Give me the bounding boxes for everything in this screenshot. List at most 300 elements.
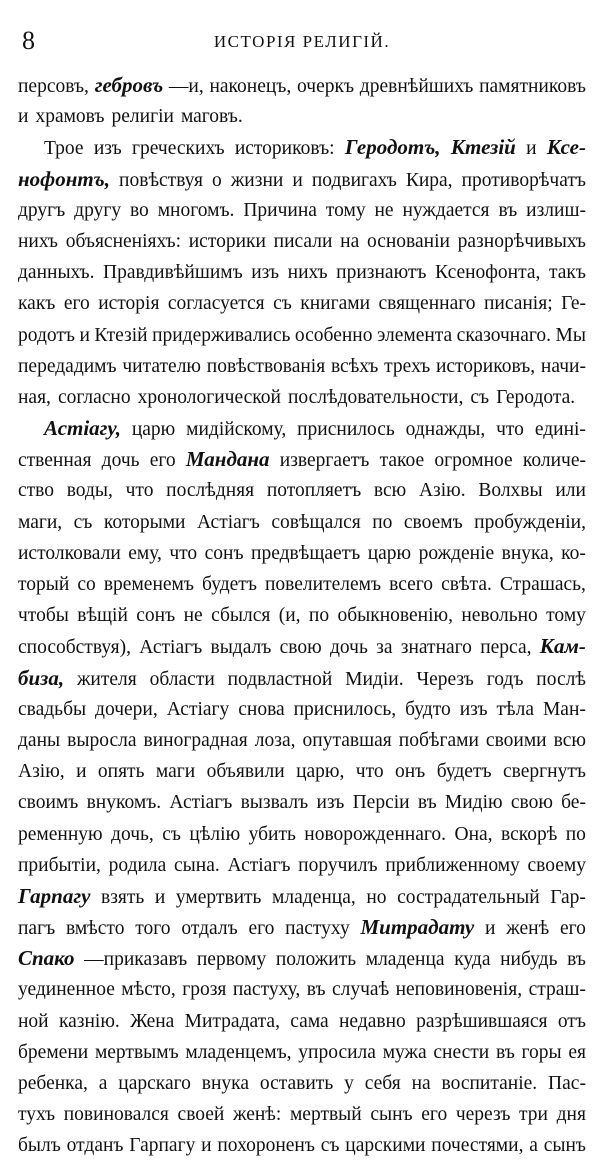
word: ная,	[18, 386, 51, 408]
word: пастуху,	[232, 979, 301, 1001]
word: не	[183, 605, 203, 627]
word: ременную	[18, 823, 103, 845]
word: торый	[18, 574, 70, 595]
word: священнаго	[378, 293, 476, 315]
word: и	[79, 324, 90, 346]
text-line	[18, 320, 586, 351]
word: которыми	[103, 511, 186, 533]
word: царскаго	[118, 1073, 191, 1094]
text-line	[18, 132, 586, 163]
word: Митрадата,	[184, 1010, 280, 1032]
word: писанія;	[483, 293, 553, 315]
word: тому	[325, 199, 366, 221]
word: страш-	[528, 979, 586, 1001]
word: будетъ	[202, 574, 257, 595]
word: царю,	[296, 761, 345, 783]
text-line	[18, 912, 586, 943]
word: младенцемъ,	[185, 1041, 292, 1063]
word: онъ	[395, 761, 426, 783]
word: Астіагъ	[196, 511, 260, 533]
word: наконецъ,	[209, 76, 292, 97]
word: храмовъ	[35, 106, 105, 128]
word: Азію.	[418, 480, 466, 502]
word: внукомъ.	[86, 792, 162, 814]
emphasized-name: Митрадату	[360, 915, 475, 940]
word: отъ	[557, 1010, 586, 1032]
word: нихъ	[287, 262, 328, 284]
word: послѣдняя	[166, 480, 255, 502]
word: такъ	[548, 262, 586, 284]
word: маговъ.	[180, 106, 243, 128]
text-line	[18, 725, 586, 756]
word: сонъ	[136, 605, 176, 627]
word: приснилось,	[293, 698, 397, 720]
emphasized-name: Геродотъ,	[344, 135, 441, 160]
word: своей	[177, 1104, 225, 1126]
word: свою	[510, 792, 553, 814]
word: снова	[238, 698, 285, 720]
word: и	[292, 169, 303, 191]
word: изъ	[316, 792, 345, 814]
word: дочери,	[95, 698, 158, 720]
word: Персіи	[352, 792, 410, 814]
word: повелителемъ	[264, 574, 382, 595]
word: убить	[248, 823, 296, 845]
word: дочь	[329, 637, 368, 659]
word: Ксенофонта,	[435, 262, 541, 284]
word: предвѣщаетъ	[251, 542, 361, 564]
text-line	[18, 413, 586, 444]
word: выдалъ	[210, 637, 272, 659]
word: похороненъ	[217, 1135, 315, 1157]
word: согласуется	[167, 293, 265, 315]
emphasized-name: нофонтъ,	[18, 166, 110, 191]
word: того	[135, 918, 171, 940]
word: ея	[568, 1041, 586, 1063]
word: съ	[73, 511, 93, 533]
text-line	[18, 1099, 586, 1130]
text-line	[18, 631, 586, 662]
word: что	[125, 480, 154, 502]
word: Геродота.	[496, 386, 576, 408]
word: вскорѣ	[500, 823, 558, 845]
word: вѣщій	[77, 605, 128, 627]
word: Астіагу	[166, 698, 230, 720]
word: опять	[97, 761, 145, 783]
word: женѣ:	[233, 1104, 282, 1126]
word: поручилъ	[298, 854, 378, 876]
running-head	[0, 24, 604, 58]
word: воды,	[66, 480, 113, 502]
emphasized-name: биза,	[18, 665, 65, 690]
word: внука	[201, 1073, 249, 1094]
word: огромное	[434, 450, 513, 472]
word: побѣгами	[398, 729, 479, 751]
word: Астіагъ	[227, 854, 291, 876]
word: особенно	[294, 324, 373, 346]
word: нихъ	[18, 230, 58, 252]
word: внука,	[501, 542, 554, 564]
word: его	[559, 918, 586, 940]
word: историковъ:	[234, 138, 335, 160]
word: Ге-	[561, 293, 586, 315]
word: согласно	[57, 386, 131, 408]
word: мертвымъ	[94, 1041, 179, 1063]
word: оставить	[259, 1073, 334, 1094]
word: годъ	[486, 668, 524, 690]
word: древнѣйшихъ	[359, 76, 474, 97]
word: своими	[485, 729, 547, 751]
emphasized-name: Спако	[18, 946, 75, 971]
text-line	[18, 694, 586, 725]
word: первому	[196, 949, 267, 971]
word: ко-	[561, 542, 586, 564]
text-line	[18, 226, 586, 257]
word: придерживались	[152, 324, 291, 346]
word: умертвить	[175, 886, 262, 908]
word: ство	[18, 480, 55, 502]
word: всю	[553, 729, 586, 751]
word: три	[519, 1104, 548, 1126]
word: себя	[364, 1073, 401, 1094]
word: виноградная	[143, 729, 248, 751]
word: что	[355, 761, 384, 783]
word: вмѣсто	[65, 918, 125, 940]
word: лоза,	[254, 729, 296, 751]
word: чтобы	[18, 605, 69, 627]
word: его	[63, 293, 90, 315]
word: во	[129, 199, 149, 221]
word: историки	[188, 230, 266, 252]
word: пагъ	[18, 918, 56, 940]
word: ственная	[18, 450, 92, 472]
word: взять	[101, 886, 145, 908]
word: (и,	[278, 605, 301, 627]
word: что	[169, 542, 198, 564]
word: изъ	[251, 262, 280, 284]
word: родотъ	[18, 324, 75, 346]
word: Гар-	[550, 886, 586, 908]
body-text	[18, 70, 586, 1162]
text-line	[18, 351, 586, 382]
word: писали	[273, 230, 333, 252]
word: повѣствованія	[206, 355, 326, 377]
text-line	[18, 382, 586, 413]
word: сынъ	[370, 1104, 413, 1126]
word: основаніи	[366, 230, 450, 252]
word: всѣхъ	[330, 355, 379, 377]
word: истолковали	[18, 542, 121, 564]
word: бремени	[18, 1041, 89, 1063]
word: свадьбы	[18, 698, 87, 720]
word: его	[421, 1104, 448, 1126]
text-line	[18, 600, 586, 631]
word: свѣта.	[441, 574, 492, 595]
word: за	[376, 637, 393, 659]
text-line	[18, 257, 586, 288]
word: количе-	[522, 450, 586, 472]
word: Черезъ	[416, 668, 474, 690]
word: по	[372, 511, 393, 533]
word: совѣщался	[271, 511, 361, 533]
word: пастуху	[285, 918, 350, 940]
word: Гарпагу	[129, 1135, 196, 1157]
text-line	[18, 1006, 586, 1037]
word: памятниковъ	[479, 76, 586, 97]
emphasized-name: Мандана	[185, 447, 270, 472]
text-line	[18, 943, 586, 974]
word: жизни	[230, 169, 284, 191]
word: Мы	[555, 324, 586, 346]
text-line	[18, 507, 586, 538]
word: однажды,	[405, 419, 486, 441]
word: исторія	[98, 293, 160, 315]
word: рожденіе	[418, 542, 495, 564]
text-line	[18, 70, 586, 101]
emphasized-name: гебровъ	[94, 73, 164, 97]
word: разрѣшившаяся	[416, 1010, 548, 1032]
word: маги	[155, 761, 196, 783]
word: приближенному	[385, 854, 520, 876]
text-line	[18, 164, 586, 195]
word: извергаетъ	[279, 450, 370, 472]
word: не	[374, 199, 394, 221]
word: едині-	[534, 419, 586, 441]
word: неповиновенія,	[395, 979, 523, 1001]
word: случаѣ	[331, 979, 390, 1001]
text-line	[18, 475, 586, 506]
text-line	[18, 538, 586, 569]
word: хронологической	[137, 386, 281, 408]
word: объясненіяхъ:	[65, 230, 182, 252]
text-line	[18, 663, 586, 694]
word: подвластной	[227, 668, 333, 690]
word: своемъ	[403, 511, 463, 533]
text-line	[18, 288, 586, 319]
word: Мидіи.	[345, 668, 404, 690]
word: пробужденіи,	[474, 511, 586, 533]
word: историковъ,	[435, 355, 536, 377]
word: сама	[290, 1010, 329, 1032]
word: и	[154, 886, 166, 908]
word: куда	[454, 949, 491, 971]
word: книгами	[300, 293, 371, 315]
word: способствуя),	[18, 637, 131, 659]
word: —приказавъ	[84, 949, 188, 971]
word: дочь,	[111, 823, 154, 845]
word: всю	[373, 480, 407, 502]
emphasized-name: Гарпагу	[18, 883, 91, 908]
word: религіи	[111, 106, 174, 128]
word: своимъ	[18, 792, 79, 814]
word: дня	[556, 1104, 586, 1126]
word: Кира,	[405, 169, 453, 191]
word: сказочнаго.	[456, 324, 552, 346]
word: элемента	[376, 324, 453, 346]
text-line	[18, 756, 586, 787]
word: опутавшая	[302, 729, 392, 751]
word: многомъ.	[157, 199, 235, 221]
word: и	[18, 106, 29, 128]
word: и	[485, 918, 496, 940]
word: выросла	[67, 729, 137, 751]
word: бе-	[561, 792, 586, 814]
word: Она,	[454, 823, 493, 845]
word: тѣла	[496, 698, 535, 720]
word: положить	[275, 949, 357, 971]
word: знатнаго	[400, 637, 472, 659]
word: потопляетъ	[266, 480, 362, 502]
word: или	[555, 480, 586, 502]
word: Ман-	[542, 698, 586, 720]
word: Пас-	[548, 1073, 586, 1094]
word: перса,	[480, 637, 532, 659]
word: младенца,	[272, 886, 356, 908]
word: читателю	[122, 355, 202, 377]
word: казнію.	[58, 1010, 120, 1032]
word: ему,	[128, 542, 162, 564]
word: начи-	[540, 355, 586, 377]
word: съ	[273, 293, 292, 315]
word: и	[76, 761, 87, 783]
word: съ	[320, 1135, 340, 1157]
word: —и,	[168, 76, 204, 97]
word: персовъ,	[18, 76, 89, 97]
word: по	[308, 605, 330, 627]
word: но	[366, 886, 387, 908]
word: въ	[567, 949, 586, 971]
word: разнорѣчивыхъ	[457, 230, 586, 252]
word: по	[565, 823, 586, 845]
text-line	[18, 444, 586, 475]
word: сонъ	[204, 542, 244, 564]
word: данныхъ.	[18, 262, 95, 284]
word: другъ	[18, 199, 66, 221]
word: греческихъ	[132, 138, 225, 160]
word: ной	[18, 1010, 49, 1032]
word: подвигахъ	[311, 169, 397, 191]
word: въ	[417, 792, 437, 814]
word: приснилось	[297, 419, 395, 441]
word: Трое	[44, 138, 84, 160]
word: нуждается	[402, 199, 490, 221]
word: сынъ	[543, 1135, 586, 1157]
word: грозя	[182, 979, 227, 1001]
word: отданъ	[66, 1135, 124, 1157]
word: мидійскому,	[186, 419, 287, 441]
word: мужа	[382, 1041, 427, 1063]
word: мѣсто,	[121, 979, 176, 1001]
word: на	[411, 1073, 431, 1094]
word: дочь	[101, 450, 140, 472]
word: признаютъ	[336, 262, 427, 284]
word: въ	[495, 1041, 515, 1063]
word: будто	[405, 698, 451, 720]
word: области	[149, 668, 215, 690]
page-number: 8	[22, 26, 35, 55]
word: его	[149, 450, 176, 472]
text-line	[18, 195, 586, 226]
word: у	[344, 1073, 354, 1094]
emphasized-name: Астіагу,	[44, 416, 121, 441]
text-line	[18, 1068, 586, 1099]
word: вызвалъ	[240, 792, 309, 814]
word: ребенка,	[18, 1073, 88, 1094]
word: даны	[18, 729, 61, 751]
word: излиш-	[526, 199, 586, 221]
word: съ	[470, 386, 490, 408]
word: Мидію	[444, 792, 503, 814]
word: что	[496, 419, 524, 441]
word: женѣ	[506, 918, 550, 940]
word: а	[98, 1073, 108, 1094]
word: горы	[521, 1041, 562, 1063]
word: новорожденнаго.	[304, 823, 447, 845]
text-line	[18, 974, 586, 1005]
word: маги,	[18, 511, 63, 533]
word: царскими	[345, 1135, 426, 1157]
word: повиновался	[63, 1104, 169, 1126]
word: изъ	[459, 698, 488, 720]
word: какъ	[18, 293, 56, 315]
text-line	[18, 819, 586, 850]
word: цѣлію	[189, 823, 241, 845]
text-line	[18, 569, 586, 600]
word: своему	[527, 854, 586, 876]
word: Жена	[130, 1010, 175, 1032]
word: невольно	[461, 605, 538, 627]
word: послѣдовательности,	[287, 386, 464, 408]
word: о	[212, 169, 222, 191]
word: другу	[74, 199, 122, 221]
word: со	[77, 574, 96, 595]
word: его	[248, 918, 275, 940]
word: послѣ	[536, 668, 586, 690]
word: противорѣчатъ	[461, 169, 586, 191]
word: жителя	[76, 668, 137, 690]
word: изъ	[93, 138, 122, 160]
text-line	[18, 850, 586, 881]
word: Правдивѣйшимъ	[103, 262, 243, 284]
text-line	[18, 101, 586, 132]
word: сбылся	[211, 605, 271, 627]
word: и	[201, 1135, 212, 1157]
word: тухъ	[18, 1104, 56, 1126]
word: и	[526, 138, 537, 160]
word: очеркъ	[297, 76, 355, 97]
word: царю	[131, 419, 176, 441]
word: обыкновенію,	[337, 605, 453, 627]
word: снести	[433, 1041, 490, 1063]
word: почестями,	[431, 1135, 524, 1157]
word: свою	[279, 637, 322, 659]
word: передадимъ	[18, 355, 117, 377]
text-line	[18, 1130, 586, 1161]
word: царю	[367, 542, 412, 564]
emphasized-name: Ктезій	[450, 135, 516, 160]
word: а	[529, 1135, 538, 1157]
word: тому	[546, 605, 586, 627]
word: Волхвы	[478, 480, 543, 502]
word: Страшась,	[499, 574, 586, 595]
word: воспитаніе.	[441, 1073, 538, 1094]
word: свергнутъ	[502, 761, 586, 783]
word: временемъ	[103, 574, 194, 595]
text-line	[18, 881, 586, 912]
running-title: ИСТОРІЯ РЕЛИГІЙ.	[213, 32, 391, 51]
word: черезъ	[455, 1104, 511, 1126]
word: сострадательный	[397, 886, 540, 908]
